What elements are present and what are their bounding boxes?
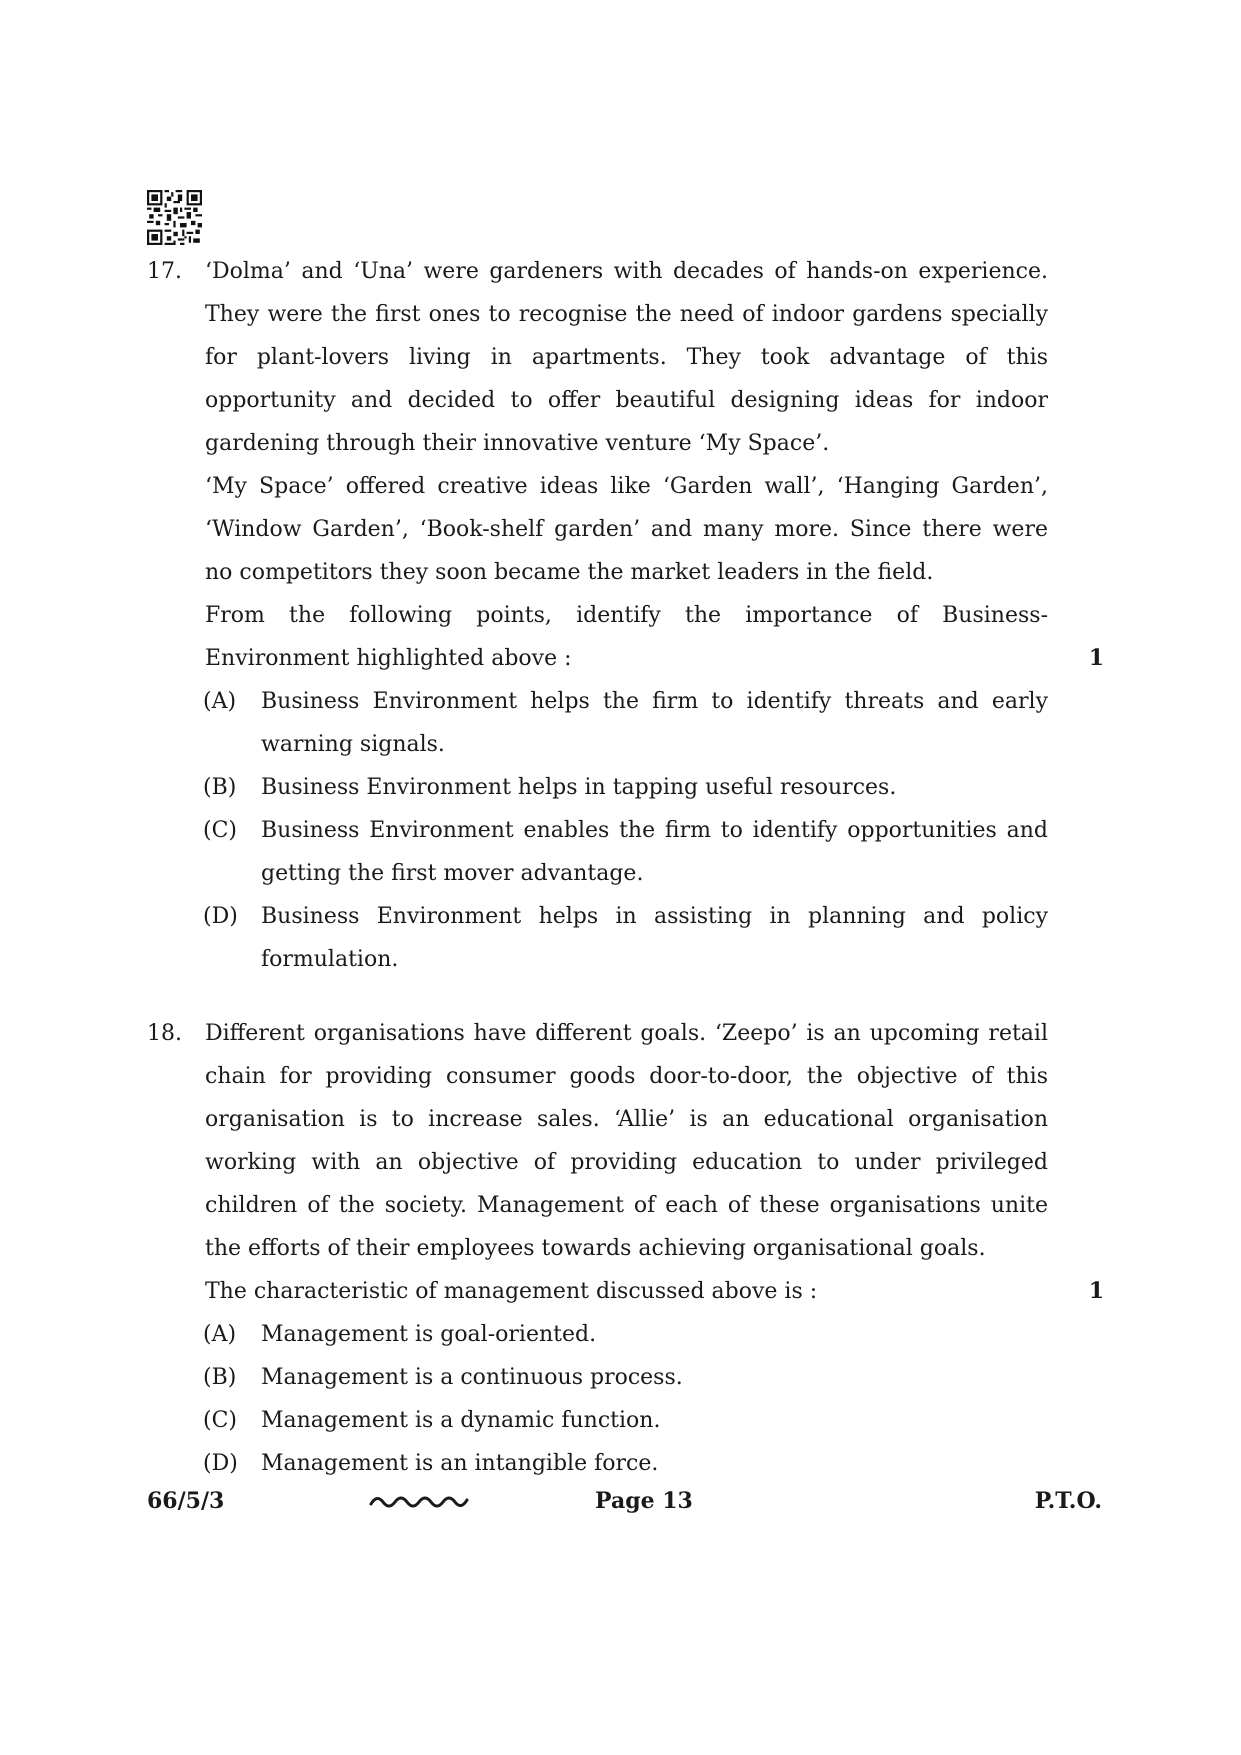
page-number: Page 13 [595,1488,693,1514]
marks-label: 1 [1088,1278,1104,1304]
option-a [203,680,1048,766]
pto-label: P.T.O. [1034,1488,1102,1514]
question-body [203,250,1104,981]
question-prompt [205,594,1104,680]
question-paragraph: Different organisations have different goals. ‘Zeepo’ is an upcoming retail chain for providing consumer goods door-to-door, the objective of this organisation is to increase sales. ‘Allie’ is an educational organisation working with an objective of providing education to under privileged children of the society. Management of each of these organisations unite the efforts of their employees towards achieving organisational goals. [205,1021,1048,1261]
option-text: Management is goal-oriented. [261,1322,597,1347]
option-d [203,1442,1048,1485]
option-text: Management is a dynamic function. [261,1408,661,1433]
option-text: Business Environment enables the firm to identify opportunities and getting the first mover advantage. [261,818,1048,886]
option-letter: (D) [203,904,238,929]
option-text: Management is an intangible force. [261,1451,659,1476]
page-footer [147,1488,1102,1524]
option-d [203,895,1048,981]
option-text: Business Environment helps in tapping useful resources. [261,775,897,800]
option-letter: (A) [203,1322,237,1347]
question-paragraph: ‘Dolma’ and ‘Una’ were gardeners with decades of hands-on experience. They were the first ones to recognise the need of indoor gardens specially for plant-lovers living in apartments. They took advantage of this opportunity and decided to offer beautiful designing ideas for indoor gardening through their innovative venture ‘My Space’. [205,259,1048,456]
option-b [203,1356,1048,1399]
question-prompt [205,1270,1104,1313]
qr-code-icon [147,190,202,245]
question-body [203,1012,1104,1485]
question-prompt-text: From the following points, identify the importance of Business-Environment highlighted above : [205,603,1048,671]
option-letter: (D) [203,1451,238,1476]
option-c [203,1399,1048,1442]
question-17 [147,250,1104,981]
option-letter: (A) [203,689,237,714]
question-number: 17. [147,259,182,284]
question-prompt-text: The characteristic of management discussed above is : [205,1279,818,1304]
option-text: Management is a continuous process. [261,1365,683,1390]
option-a [203,1313,1048,1356]
wavy-line-icon [369,1490,469,1512]
option-letter: (C) [203,818,237,843]
option-letter: (B) [203,1365,237,1390]
marks-label: 1 [1088,645,1104,671]
option-text: Business Environment helps the firm to identify threats and early warning signals. [261,689,1048,757]
option-c [203,809,1048,895]
option-text: Business Environment helps in assisting in planning and policy formulation. [261,904,1048,972]
question-18 [147,1012,1104,1485]
option-letter: (C) [203,1408,237,1433]
options-list [203,1313,1048,1485]
question-paragraph: ‘My Space’ offered creative ideas like ‘Garden wall’, ‘Hanging Garden’, ‘Window Garden’, ‘Book-shelf garden’ and many more. Since there were no competitors they soon became the market leaders in the field. [205,474,1048,585]
options-list [203,680,1048,981]
option-b [203,766,1048,809]
question-number: 18. [147,1021,182,1046]
option-letter: (B) [203,775,237,800]
paper-code: 66/5/3 [147,1488,225,1514]
